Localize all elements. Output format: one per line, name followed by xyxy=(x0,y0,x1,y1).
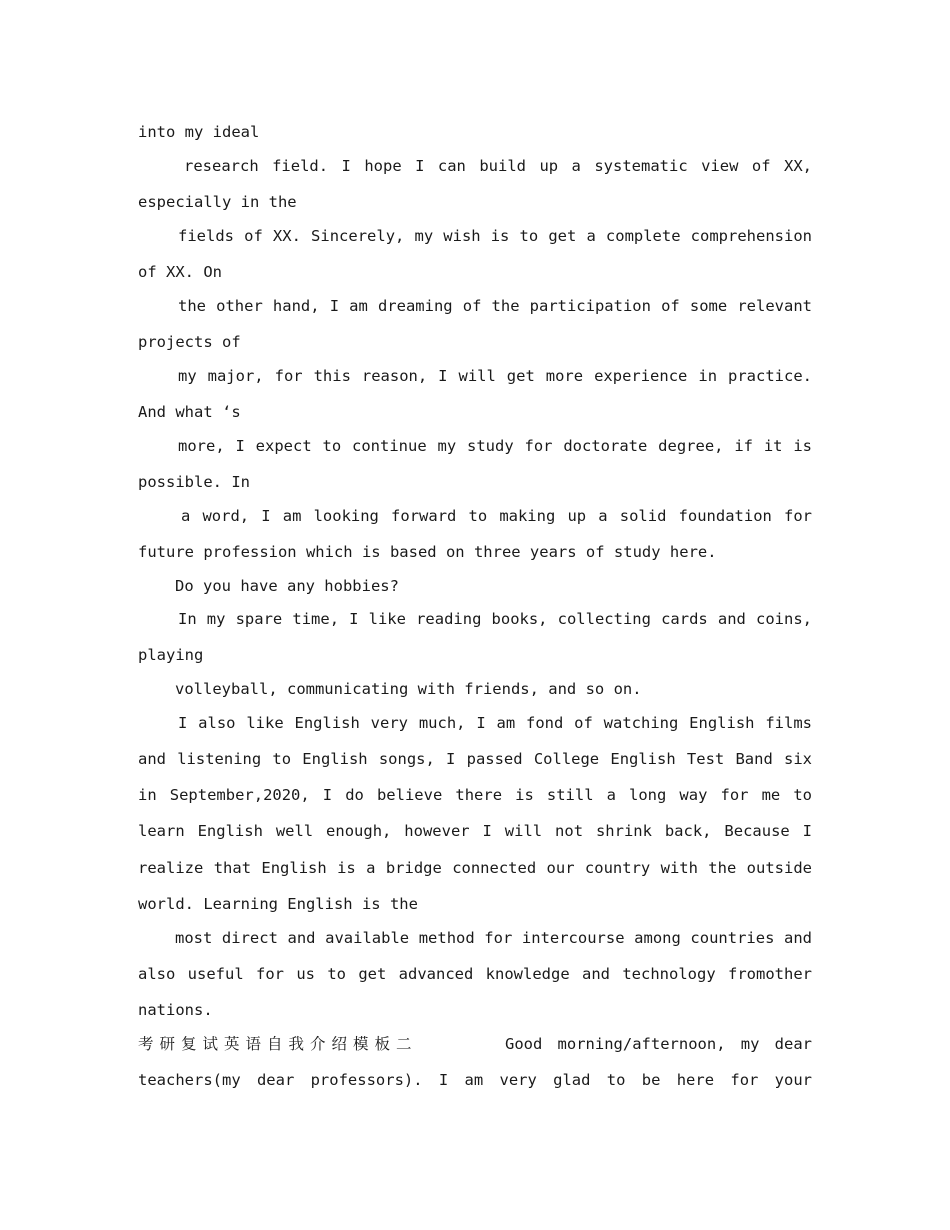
text-line: learn English well enough, however I will not shrink back, Because I xyxy=(138,822,812,840)
text-line: realize that English is a bridge connected our country with the outside xyxy=(138,859,812,877)
text-line: most direct and available method for intercourse among countries and xyxy=(175,929,812,947)
text-line: into my ideal xyxy=(138,123,260,141)
text-line: And what ‘s xyxy=(138,403,241,421)
text-line: In my spare time, I like reading books, collecting cards and coins, xyxy=(178,610,812,628)
text-line: of XX. On xyxy=(138,263,222,281)
text-line: nations. xyxy=(138,1001,213,1019)
text-line: and listening to English songs, I passed College English Test Band six xyxy=(138,750,812,768)
text-line: volleyball, communicating with friends, and so on. xyxy=(175,680,642,698)
text-line: in September,2020, I do believe there is still a long way for me to xyxy=(138,786,812,804)
text-line: teachers(my dear professors). I am very glad to be here for your xyxy=(138,1071,812,1089)
text-line: I also like English very much, I am fond of watching English films xyxy=(178,714,812,732)
text-line: especially in the xyxy=(138,193,297,211)
text-line: world. Learning English is the xyxy=(138,895,418,913)
text-line: research field. I hope I can build up a systematic view of XX, xyxy=(184,157,812,175)
text-line: my major, for this reason, I will get more experience in practice. xyxy=(178,367,812,385)
text-line: Do you have any hobbies? xyxy=(175,577,399,595)
text-line: a word, I am looking forward to making up a solid foundation for xyxy=(181,507,812,525)
text-line: fields of XX. Sincerely, my wish is to get a complete comprehension xyxy=(178,227,812,245)
text-line: possible. In xyxy=(138,473,250,491)
text-line: future profession which is based on three years of study here. xyxy=(138,543,717,561)
text-line: playing xyxy=(138,646,204,664)
text-line: also useful for us to get advanced knowledge and technology fromother xyxy=(138,965,812,983)
text-line: more, I expect to continue my study for doctorate degree, if it is xyxy=(178,437,812,455)
text-line: projects of xyxy=(138,333,241,351)
text-line: Good morning/afternoon, my dear xyxy=(505,1035,812,1053)
section-heading-cn: 考研复试英语自我介绍模板二 xyxy=(138,1035,418,1053)
text-line: the other hand, I am dreaming of the participation of some relevant xyxy=(178,297,812,315)
